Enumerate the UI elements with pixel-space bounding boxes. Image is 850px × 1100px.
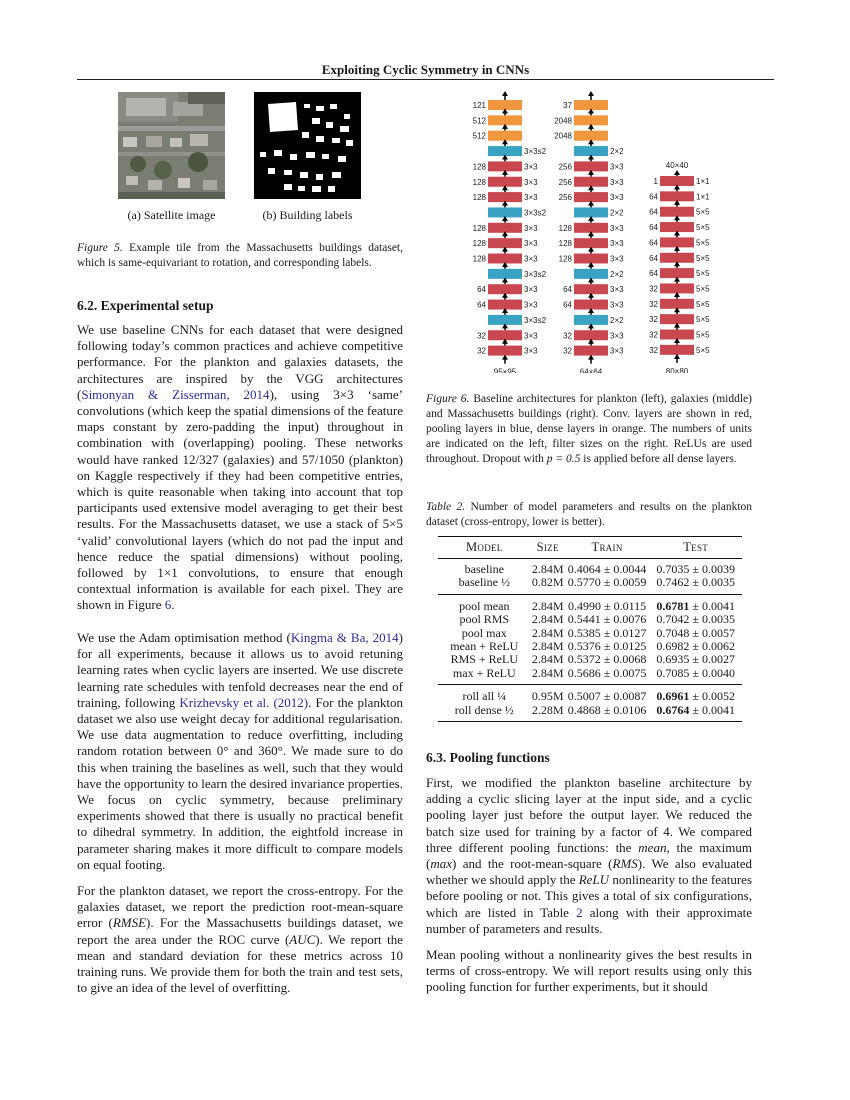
citation-link[interactable]: Krizhevsky et al. (2012) — [179, 694, 309, 710]
table-header-row — [438, 537, 742, 559]
massachusetts-units-label: 64 — [649, 269, 658, 279]
citation-link[interactable]: Simonyan & Zisserman, 2014 — [81, 386, 270, 402]
cell-model: baseline ½ — [458, 575, 510, 590]
plankton-filter-label: 3×3 — [524, 346, 538, 356]
cell-size: 2.84M — [531, 652, 564, 667]
text-run: ) and the root-mean-square ( — [452, 856, 613, 872]
satellite-image — [118, 92, 225, 199]
section-6-3-paragraph-1 — [426, 775, 752, 937]
cell-model: pool max — [461, 625, 507, 640]
galaxies-filter-label: 3×3 — [610, 193, 624, 203]
section-6-2-paragraph-1 — [77, 322, 403, 614]
text-run: ). For the Massachusetts buildings dataset, we report the area under the ROC curve ( — [77, 915, 403, 947]
text-run: . For the plankton dataset we also use weight decay for additional regularisation. We use data augmentation to reduce overfitting, including random rotation between 0° and 360°. We made sure to do this when training the baselines as well, such that they would have the opportunity to learn the desired invariance properties. We focus on cyclic symmetry, because preliminary experiments showed that there is usually no practical benefit to dihedral symmetry. In addition, the eightfold increase in parameter sharing makes it more difficult to compare models on equal footing. — [77, 694, 403, 872]
cell-train: 0.5372 ± 0.0068 — [567, 652, 647, 667]
galaxies-units-label: 2048 — [554, 116, 572, 126]
plankton-units-label: 64 — [477, 300, 486, 310]
cell-test: 0.7035 ± 0.0039 — [656, 562, 735, 576]
plankton-filter-label: 3×3 — [524, 239, 538, 249]
cell-test: 0.6764 ± 0.0041 — [656, 702, 735, 717]
text-run: We use the Adam optimisation method ( — [77, 630, 291, 645]
galaxies-units-label: 32 — [563, 346, 572, 356]
text-run: nonlinearity to the features before pooling or not. This gives a total of six configurations, which are listed in Table — [426, 872, 753, 920]
plankton-filter-label: 3×3s2 — [524, 147, 547, 157]
section-6-2-title: 6.2. Experimental setup — [77, 298, 214, 313]
massachusetts-units-label: 64 — [649, 223, 658, 233]
cell-size: 2.84M — [531, 625, 564, 640]
figure5-caption-label: Figure 5. — [77, 242, 123, 254]
massachusetts-filter-label: 5×5 — [696, 345, 710, 355]
column-header-size: Size — [536, 540, 559, 554]
cell-train: 0.5441 ± 0.0076 — [567, 612, 647, 627]
massachusetts-filter-label: 5×5 — [696, 269, 710, 279]
text-run: For the plankton dataset, we report the cross-entropy. For the galaxies dataset, we report the prediction root-mean-square error ( — [77, 883, 403, 931]
figure5-caption-text: Example tile from the Massachusetts buildings dataset, which is same-equivariant to rotation, and corresponding labels. — [77, 242, 404, 269]
table-row — [438, 576, 742, 594]
galaxies-filter-label: 3×3 — [610, 177, 624, 187]
figure6-caption-label: Figure 6. — [426, 393, 470, 405]
cell-train: 0.5007 ± 0.0087 — [567, 689, 647, 704]
table-row — [438, 653, 742, 666]
table2-caption-label: Table 2. — [426, 501, 466, 513]
text-run: ) for all experiments, because it allows us to avoid retuning learning rates when cyclic layers are inserted. We use discrete learning rate schedules with tenfold decreases near the end of training, following — [77, 630, 403, 710]
galaxies-filter-label: 2×2 — [610, 208, 624, 218]
massachusetts-units-label: 64 — [649, 238, 658, 248]
section-6-3-title: 6.3. Pooling functions — [426, 750, 550, 765]
section-6-3-paragraph-2: Mean pooling without a nonlinearity gives the best results in terms of cross-entropy. We will report results using only this pooling function for further experiments, but it should — [426, 947, 752, 995]
galaxies-filter-label: 2×2 — [610, 147, 624, 157]
figure6-caption-text: is applied before all dense layers. — [580, 453, 737, 465]
plankton-input-size-label: 95×95 — [493, 367, 517, 373]
plankton-filter-label: 3×3 — [524, 331, 538, 341]
galaxies-units-label: 128 — [558, 239, 572, 249]
cell-test: 0.6781 ± 0.0041 — [656, 598, 735, 613]
galaxies-units-label: 32 — [563, 331, 572, 341]
column-header-test: Test — [683, 540, 709, 554]
cell-model: baseline — [464, 562, 504, 576]
massachusetts-output-size-label: 40×40 — [665, 161, 689, 170]
galaxies-filter-label: 3×3 — [610, 239, 624, 249]
plankton-filter-label: 3×3 — [524, 285, 538, 295]
galaxies-units-label: 64 — [563, 300, 572, 310]
figure6-architecture-diagram — [426, 88, 752, 373]
plankton-units-label: 512 — [472, 131, 486, 141]
text-run: We use baseline CNNs for each dataset that were designed following today’s common practices and achieve competitive performance. For the plankton and galaxies datasets, the architectures are inspired by the VGG architectures ( — [77, 322, 403, 402]
cell-test: 0.6961 ± 0.0052 — [656, 689, 735, 704]
galaxies-filter-label: 3×3 — [610, 346, 624, 356]
plankton-filter-label: 3×3 — [524, 300, 538, 310]
text-run: along with their approximate number of parameters and results. — [426, 904, 752, 936]
cell-train: 0.4868 ± 0.0106 — [567, 702, 647, 717]
massachusetts-conv-layer — [660, 345, 694, 355]
table-row — [438, 685, 742, 704]
massachusetts-conv-layer — [660, 299, 694, 309]
cell-size: 2.28M — [531, 702, 564, 717]
table-row — [438, 627, 742, 640]
plankton-units-label: 512 — [472, 116, 486, 126]
galaxies-units-label: 256 — [558, 177, 572, 187]
cell-size: 2.84M — [531, 562, 564, 576]
table-row — [438, 559, 742, 577]
galaxies-filter-label: 3×3 — [610, 331, 624, 341]
cell-test: 0.7042 ± 0.0035 — [656, 612, 735, 627]
table-row — [438, 594, 742, 613]
galaxies-units-label: 256 — [558, 162, 572, 172]
massachusetts-input-size-label: 80×80 — [665, 366, 689, 373]
table-row — [438, 704, 742, 722]
auc-term: AUC — [289, 931, 316, 947]
building-labels-image — [254, 92, 361, 199]
term-mean: mean — [638, 839, 667, 855]
text-run: ). We also evaluated whether we should apply the — [426, 856, 752, 888]
cell-test: 0.6982 ± 0.0062 — [656, 639, 735, 654]
cell-test: 0.6935 ± 0.0027 — [656, 652, 735, 667]
massachusetts-units-label: 64 — [649, 207, 658, 217]
figure6-caption-text: Baseline architectures for plankton (left), galaxies (middle) and Massachusetts buildings (right). Conv. layers are shown in red, pooling layers in blue, dense layers in orange. The numbers of units are indicated on the left, filter sizes on the right. ReLUs are used throughout. Dropout with — [426, 393, 752, 465]
plankton-conv-layer — [488, 346, 522, 356]
plankton-units-label: 64 — [477, 285, 486, 295]
massachusetts-units-label: 64 — [649, 253, 658, 263]
subcaption-building-labels: (b) Building labels — [262, 208, 353, 222]
massachusetts-filter-label: 5×5 — [696, 253, 710, 263]
cell-size: 2.84M — [531, 639, 564, 654]
math-dropout: p = 0.5 — [546, 453, 581, 465]
plankton-dense-layer — [488, 131, 522, 141]
cell-model: RMS + ReLU — [450, 652, 519, 667]
massachusetts-filter-label: 1×1 — [696, 192, 710, 202]
rmse-term: RMSE — [112, 915, 147, 931]
galaxies-filter-label: 3×3 — [610, 162, 624, 172]
cell-size: 2.84M — [531, 612, 564, 627]
cell-model: max + ReLU — [452, 665, 516, 680]
table-ref-link[interactable]: 2 — [576, 904, 583, 920]
table2-caption — [426, 500, 752, 530]
term-rms: RMS — [612, 856, 638, 872]
subcaption-satellite: (a) Satellite image — [127, 208, 216, 222]
text-run: ), using 3×3 ‘same’ convolutions (which keep the spatial dimensions of the feature maps constant by zero-padding the input) throughout in combination with (overlapping) pooling. These networks would have ranked 12/327 (galaxies) and 57/1050 (plankton) on Kaggle respectively if they had been competitive entries, which is quite reasonable when taking into account that top participants used extensive model averaging to get their best results. For the Massachusetts dataset, we use a stack of 5×5 ‘valid’ convolutional layers (which do not pad the input and hence reduce the spatial dimensions) without pooling, followed by 1×1 convolutions, to ensure that enough contextual information is available for each pixel. They are shown in Figure — [77, 386, 403, 613]
plankton-conv-layer — [488, 161, 522, 171]
plankton-units-label: 121 — [472, 101, 486, 110]
galaxies-dense-layer — [574, 131, 608, 141]
plankton-filter-label: 3×3s2 — [524, 208, 547, 218]
figure6-caption — [426, 392, 752, 467]
plankton-filter-label: 3×3s2 — [524, 315, 547, 325]
galaxies-conv-layer — [574, 346, 608, 356]
header-rule — [77, 79, 774, 80]
cell-train: 0.5770 ± 0.0059 — [567, 575, 647, 590]
table2-caption-text: Number of model parameters and results on the plankton dataset (cross-entropy, lower is better). — [426, 501, 753, 528]
galaxies-conv-layer — [574, 300, 608, 310]
galaxies-units-label: 2048 — [554, 131, 572, 141]
citation-link[interactable]: Kingma & Ba, 2014 — [290, 630, 399, 645]
galaxies-input-size-label: 64×64 — [579, 367, 603, 373]
massachusetts-units-label: 32 — [649, 330, 658, 340]
cell-model: pool mean — [459, 598, 510, 613]
cell-train: 0.5385 ± 0.0127 — [567, 625, 647, 640]
column-header-train: Train — [591, 540, 623, 554]
galaxies-units-label: 128 — [558, 254, 572, 264]
cell-size: 0.95M — [531, 689, 564, 704]
galaxies-units-label: 256 — [558, 193, 572, 203]
galaxies-filter-label: 2×2 — [610, 315, 624, 325]
massachusetts-filter-label: 1×1 — [696, 177, 710, 186]
results-table — [438, 536, 742, 722]
galaxies-arrow-head — [588, 91, 594, 96]
table-group-roll — [438, 685, 742, 722]
figure-ref-link[interactable]: 6 — [164, 597, 172, 613]
architecture-diagram-svg — [426, 88, 752, 373]
cell-train: 0.5686 ± 0.0075 — [567, 665, 647, 680]
table-group-baselines — [438, 559, 742, 595]
term-max: max — [430, 856, 453, 872]
plankton-units-label: 128 — [472, 193, 486, 203]
plankton-units-label: 128 — [472, 223, 486, 233]
cell-train: 0.5376 ± 0.0125 — [567, 639, 647, 654]
galaxies-filter-label: 2×2 — [610, 269, 624, 279]
cell-train: 0.4990 ± 0.0115 — [568, 598, 647, 613]
column-header-model: Model — [465, 540, 503, 554]
massachusetts-filter-label: 5×5 — [696, 223, 710, 233]
cell-size: 2.84M — [531, 598, 564, 613]
plankton-filter-label: 3×3 — [524, 193, 538, 203]
table-row — [438, 640, 742, 653]
massachusetts-filter-label: 5×5 — [696, 238, 710, 248]
massachusetts-filter-label: 5×5 — [696, 299, 710, 309]
text-run: , the maximum ( — [426, 839, 752, 872]
cell-test: 0.7462 ± 0.0035 — [656, 575, 735, 590]
massachusetts-filter-label: 5×5 — [696, 330, 710, 340]
running-header: Exploiting Cyclic Symmetry in CNNs — [321, 62, 530, 77]
table-group-pooling — [438, 594, 742, 684]
plankton-filter-label: 3×3 — [524, 177, 538, 187]
plankton-units-label: 128 — [472, 239, 486, 249]
galaxies-units-label: 64 — [563, 285, 572, 295]
galaxies-conv-layer — [574, 161, 608, 171]
plankton-units-label: 32 — [477, 346, 486, 356]
galaxies-filter-label: 3×3 — [610, 254, 624, 264]
cell-model: roll all ¼ — [462, 689, 507, 704]
galaxies-filter-label: 3×3 — [610, 300, 624, 310]
plankton-units-label: 128 — [472, 162, 486, 172]
massachusetts-filter-label: 5×5 — [696, 207, 710, 217]
galaxies-filter-label: 3×3 — [610, 285, 624, 295]
plankton-filter-label: 3×3 — [524, 223, 538, 233]
plankton-filter-label: 3×3 — [524, 254, 538, 264]
plankton-arrow-head — [502, 91, 508, 96]
massachusetts-units-label: 32 — [649, 299, 658, 309]
cell-size: 0.82M — [531, 575, 564, 590]
massachusetts-arrow-head — [674, 170, 680, 175]
plankton-filter-label: 3×3s2 — [524, 269, 547, 279]
term-relu: ReLU — [578, 872, 610, 888]
section-6-2-paragraph-3 — [77, 883, 403, 996]
text-run: First, we modified the plankton baseline architecture by adding a cyclic slicing layer at the input side, and a cyclic pooling layer just before the output layer. We reduced the batch size used for training by a factor of 4. We compared three different pooling functions: the — [426, 775, 752, 855]
section-6-2-paragraph-2 — [77, 630, 403, 873]
plankton-units-label: 128 — [472, 254, 486, 264]
massachusetts-units-label: 64 — [649, 192, 658, 202]
massachusetts-units-label: 1 — [653, 177, 658, 186]
massachusetts-units-label: 32 — [649, 284, 658, 294]
cell-model: mean + ReLU — [450, 639, 519, 654]
massachusetts-filter-label: 5×5 — [696, 284, 710, 294]
massachusetts-filter-label: 5×5 — [696, 315, 710, 325]
cell-model: roll dense ½ — [454, 702, 514, 717]
text-run: ). We report the mean and standard deviation for these metrics across 10 training runs. We provide them for both the train and test sets, to give an idea of the level of overfitting. — [77, 931, 403, 996]
cell-test: 0.7048 ± 0.0057 — [656, 625, 735, 640]
cell-train: 0.4064 ± 0.0044 — [567, 562, 647, 576]
cell-size: 2.84M — [531, 665, 564, 680]
plankton-units-label: 128 — [472, 177, 486, 187]
galaxies-filter-label: 3×3 — [610, 223, 624, 233]
table-row — [438, 667, 742, 685]
galaxies-units-label: 128 — [558, 223, 572, 233]
galaxies-units-label: 37 — [563, 101, 572, 110]
text-run: . — [171, 597, 175, 613]
plankton-conv-layer — [488, 300, 522, 310]
cell-model: pool RMS — [459, 612, 510, 627]
figure5-caption — [77, 241, 403, 271]
massachusetts-units-label: 32 — [649, 315, 658, 325]
plankton-units-label: 32 — [477, 331, 486, 341]
plankton-filter-label: 3×3 — [524, 162, 538, 172]
massachusetts-units-label: 32 — [649, 345, 658, 355]
cell-test: 0.7085 ± 0.0040 — [656, 665, 735, 680]
table-row — [438, 613, 742, 626]
